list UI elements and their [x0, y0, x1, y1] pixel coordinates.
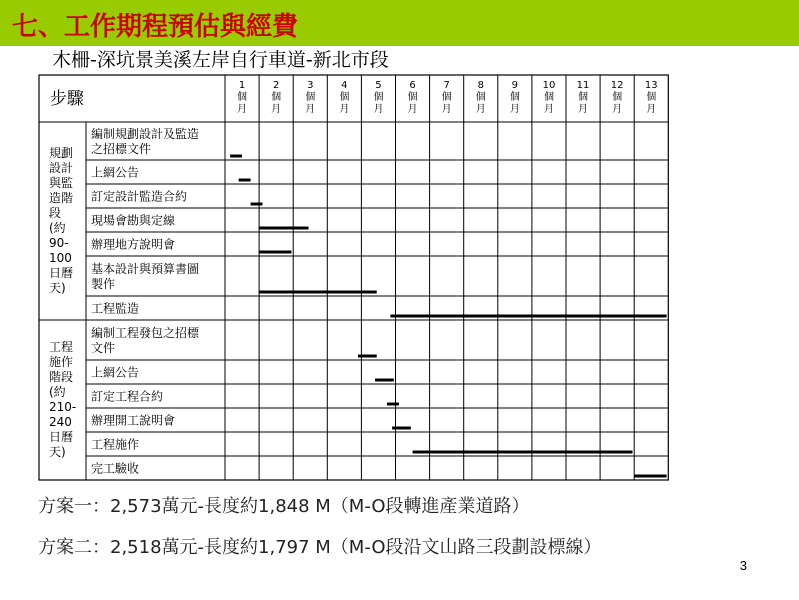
month-header-label: 個 — [373, 92, 384, 103]
phase-label: 造階 — [49, 191, 74, 205]
month-header-label: 1 — [238, 80, 246, 91]
month-header-label: 個 — [612, 92, 623, 103]
month-header-label: 11 — [576, 80, 590, 91]
month-header-label: 月 — [441, 104, 452, 115]
month-header-label: 月 — [509, 104, 520, 115]
slide-title: 七、工作期程預估與經費 — [12, 12, 299, 42]
month-header-label: 月 — [339, 104, 350, 115]
task-label: 辦理地方說明會 — [91, 237, 176, 252]
project-subtitle: 木柵-深坑景美溪左岸自行車道-新北市段 — [52, 49, 389, 71]
month-header-label: 月 — [543, 104, 554, 115]
plan-option-2: 方案二：2,518萬元-長度約1,797 M（M-O段沿文山路三段劃設標線） — [38, 537, 602, 558]
phase-label: 240 — [49, 415, 72, 429]
month-header-label: 個 — [237, 92, 248, 103]
task-label: 文件 — [91, 341, 116, 355]
month-header-label: 9 — [511, 80, 519, 91]
month-header-label: 5 — [375, 80, 382, 91]
month-header-label: 個 — [578, 92, 589, 103]
phase-label: 100 — [49, 251, 72, 265]
month-header-label: 個 — [475, 92, 486, 103]
task-label: 上網公告 — [91, 165, 140, 180]
phase-label: 工程 — [49, 340, 74, 354]
task-label: 上網公告 — [91, 365, 140, 380]
month-header-label: 個 — [407, 92, 418, 103]
month-header-label: 個 — [509, 92, 520, 103]
plan-option-1: 方案一：2,573萬元-長度約1,848 M（M-O段轉進產業道路） — [38, 496, 530, 517]
page-number: 3 — [739, 558, 747, 573]
month-header-label: 月 — [407, 104, 418, 115]
month-header-label: 個 — [441, 92, 452, 103]
month-header-label: 月 — [237, 104, 248, 115]
month-header-label: 月 — [475, 104, 486, 115]
phase-label: 210- — [49, 400, 77, 414]
phase-label: 天) — [49, 445, 66, 459]
month-header-label: 月 — [305, 104, 316, 115]
month-header-label: 2 — [272, 80, 280, 91]
task-label: 辦理開工說明會 — [91, 413, 176, 428]
task-label: 編制規劃設計及監造 — [91, 127, 200, 141]
phase-label: (約 — [49, 221, 66, 235]
task-label: 編制工程發包之招標 — [91, 326, 200, 340]
phase-label: 日曆 — [49, 430, 74, 444]
month-header-label: 月 — [646, 104, 657, 115]
month-header-label: 個 — [543, 92, 554, 103]
phase-label: 段 — [49, 206, 62, 220]
month-header-label: 13 — [644, 80, 658, 91]
step-header-label: 步驟 — [50, 89, 84, 109]
task-label: 工程施作 — [91, 437, 140, 452]
phase-label: 階段 — [49, 370, 74, 384]
month-header-label: 3 — [307, 80, 314, 91]
month-header-label: 月 — [578, 104, 589, 115]
month-header-label: 6 — [409, 80, 416, 91]
task-label: 工程監造 — [91, 301, 140, 316]
task-label: 製作 — [91, 277, 116, 291]
phase-label: (約 — [49, 385, 66, 399]
phase-label: 日曆 — [49, 266, 74, 280]
month-header-label: 12 — [610, 80, 624, 91]
month-header-label: 個 — [305, 92, 316, 103]
task-label: 訂定工程合約 — [91, 389, 164, 404]
month-header-label: 7 — [443, 80, 450, 91]
month-header-label: 4 — [341, 80, 348, 91]
month-header-label: 月 — [612, 104, 623, 115]
month-header-label: 月 — [373, 104, 384, 115]
phase-label: 規劃 — [49, 146, 74, 160]
task-label: 之招標文件 — [91, 142, 152, 156]
month-header-label: 個 — [271, 92, 282, 103]
task-label: 基本設計與預算書圖 — [91, 262, 200, 276]
month-header-label: 個 — [646, 92, 657, 103]
phase-label: 90- — [49, 236, 69, 250]
phase-label: 與監 — [49, 176, 74, 190]
month-header-label: 月 — [271, 104, 282, 115]
month-header-label: 10 — [542, 80, 556, 91]
month-header-label: 8 — [477, 80, 484, 91]
task-label: 訂定設計監造合約 — [91, 189, 188, 204]
phase-label: 天) — [49, 281, 66, 295]
phase-label: 設計 — [49, 161, 74, 175]
month-header-label: 個 — [339, 92, 350, 103]
task-label: 完工驗收 — [91, 461, 140, 476]
task-label: 現場會勘與定線 — [91, 213, 176, 228]
phase-label: 施作 — [49, 355, 74, 369]
